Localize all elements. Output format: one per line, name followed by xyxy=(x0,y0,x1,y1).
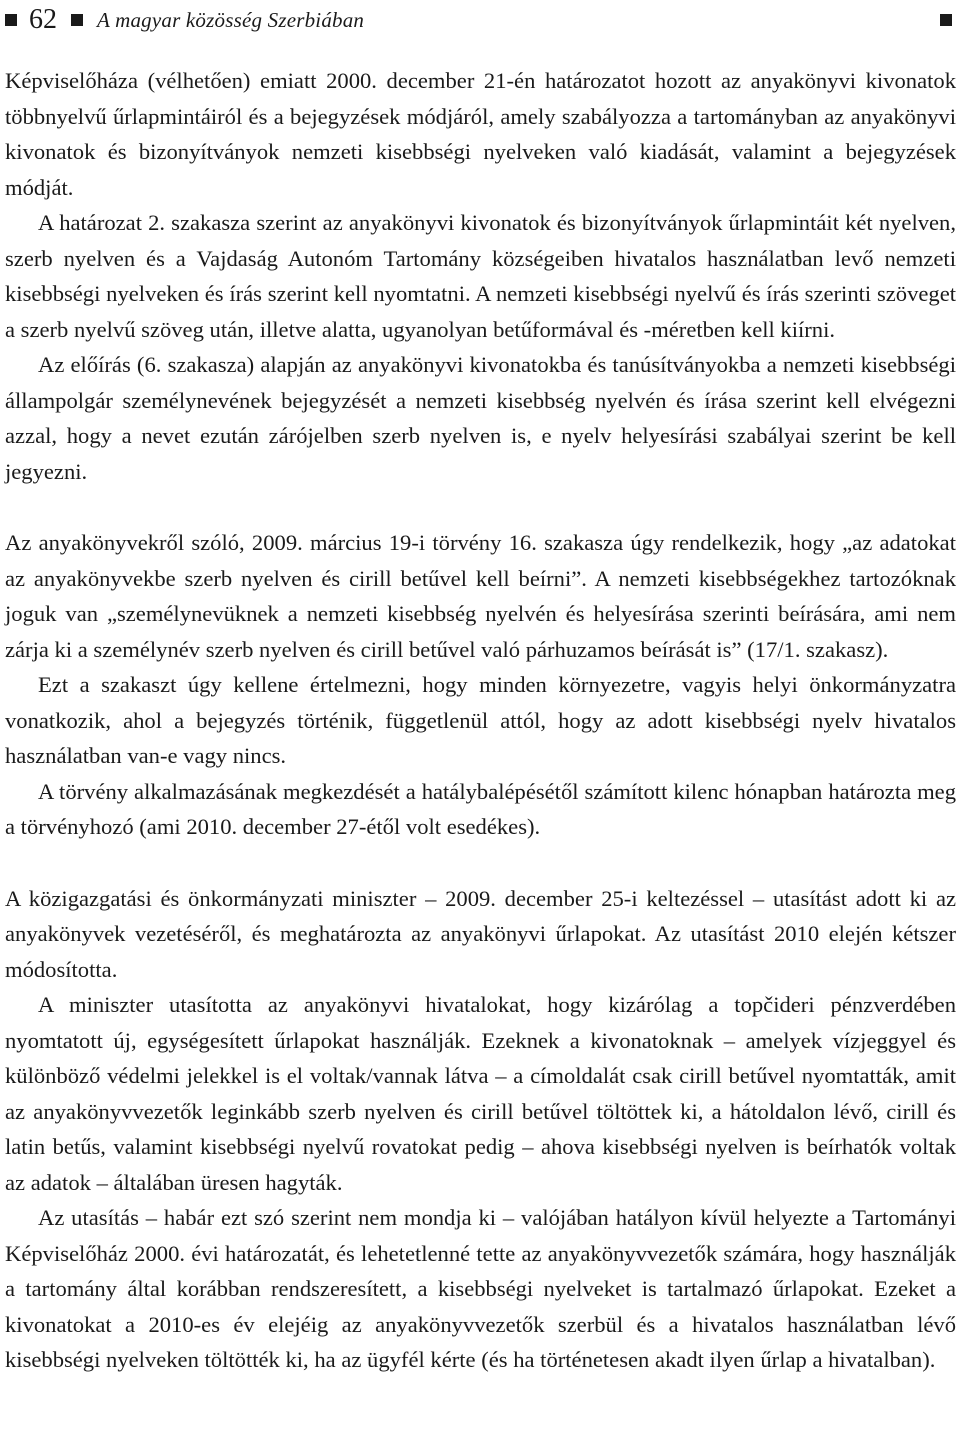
square-bullet-icon xyxy=(5,14,17,26)
paragraph: Az előírás (6. szakasza) alapján az anyakönyvi kivonatokba és tanúsítványokba a nemzeti kisebbségi állampolgár személynevének bejegyzését a nemzeti kisebbség nyelvén és írása szerint kell elvégezni azzal, hogy a nevet ezután zárójelben szerb nyelven is, e nyelv helyesírási szabályai szerint be kell jegyezni. xyxy=(5,352,956,484)
paragraph: Képviselőháza (vélhetően) emiatt 2000. december 21-én határozatot hozott az anyakönyvi kivonatok többnyelvű űrlapmintáiról és a bejegyzések módjáról, amely szabályozza a tartományban az anyakönyvi kivonatok és bizonyítványok nemzeti kisebbségi nyelveken való kiadását, valamint a bejegyzések módját. xyxy=(5,68,956,200)
square-bullet-icon xyxy=(71,14,83,26)
page-number: 62 xyxy=(29,4,57,35)
paragraph: A közigazgatási és önkormányzati miniszter – 2009. december 25-i keltezéssel – utasítást adott ki az anyakönyvek vezetéséről, és meghatározta az anyakönyvi űrlapokat. Az utasítást 2010 elején kétszer módosította. xyxy=(5,885,956,982)
paragraph: A határozat 2. szakasza szerint az anyakönyvi kivonatok és bizonyítványok űrlapmintáit két nyelven, szerb nyelven és a Vajdaság Autonóm Tartomány községeiben hivatalos használatban levő nemzeti kisebbségi nyelveken és írás szerint kell nyomtatni. A nemzeti kisebbségi nyelvű és írás szerinti szöveget a szerb nyelvű szöveg után, illetve alatta, ugyanolyan betűformával és -méretben kell kiírni. xyxy=(5,210,956,342)
paragraph: Az anyakönyvekről szóló, 2009. március 19-i törvény 16. szakasza úgy rendelkezik, hogy „az adatokat az anyakönyvekbe szerb nyelven és cirill betűvel kell beírni”. A nemzeti kisebbségekhez tartozóknak joguk van „személynevüknek a nemzeti kisebbség nyelvén és helyesírása szerinti beírására, ami nem zárja ki a személynév szerb nyelven és cirill betűvel való párhuzamos beírását is” (17/1. szakasz). xyxy=(5,530,956,662)
paragraph: Az utasítás – habár ezt szó szerint nem mondja ki – valójában hatályon kívül helyezte a Tartományi Képviselőház 2000. évi határozatát, és lehetetlenné tette az anyakönyvvezetők számára, hogy használják a tartomány által korábban rendszeresített, a kisebbségi nyelveket is tartalmazó űrlapokat. Ezeket a kivonatokat a 2010-es év elejéig az anyakönyvvezetők szerbül és a hivatalos használatban lévő kisebbségi nyelveken töltötték ki, ha az ügyfél kérte (és ha történetesen akadt ilyen űrlap a hivatalban). xyxy=(5,1205,956,1372)
running-title: A magyar közösség Szerbiában xyxy=(97,7,365,32)
paragraph: A törvény alkalmazásának megkezdését a hatálybalépésétől számított kilenc hónapban határozta meg a törvényhozó (ami 2010. december 27-étől volt esedékes). xyxy=(5,778,956,839)
square-bullet-icon xyxy=(940,14,952,26)
paragraph: A miniszter utasította az anyakönyvi hivatalokat, hogy kizárólag a topčideri pénzverdében nyomtatott új, egységesített űrlapokat használják. Ezeknek a kivonatoknak – amelyek vízjeggyel és különböző védelmi jelekkel is el voltak/vannak látva – a címoldalát csak cirill betűvel nyomtatták, amit az anyakönyvvezetők leginkább szerb nyelven és cirill betűvel töltöttek ki, a hátoldalon lévő, cirill és latin betűs, valamint kisebbségi nyelvű rovatokat pedig – ahova kisebbségi nyelven is beírhatók voltak az adatok – általában üresen hagyták. xyxy=(5,992,956,1195)
paragraph: Ezt a szakaszt úgy kellene értelmezni, hogy minden környezetre, vagyis helyi önkormányzatra vonatkozik, ahol a bejegyzés történik, függetlenül attól, hogy az adott kisebbségi nyelv hivatalos használatban van-e vagy nincs. xyxy=(5,672,956,768)
body-text xyxy=(5,63,956,1378)
page-header xyxy=(5,0,955,40)
